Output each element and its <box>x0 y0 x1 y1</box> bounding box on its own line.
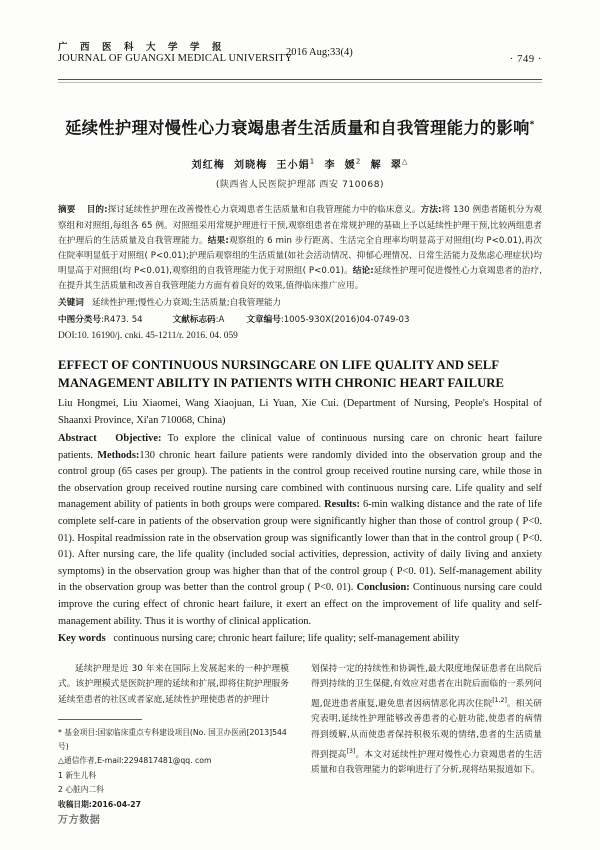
masthead <box>58 0 542 84</box>
masthead-rule-secondary <box>58 82 542 83</box>
reference-marker-1: [1,2] <box>492 696 507 704</box>
keywords-cn-label: 关键词 <box>58 297 84 308</box>
doi-line: DOI:10. 16190/j. cnki. 45-1211/r. 2016. 04. 059 <box>58 331 238 342</box>
intro-right-part-1: 划保持一定的持续性和协调性,最大限度地保证患者在出院后得到持续的卫生保健,有效应对患者在出院后面临的一系列问题,促进患者康复,避免患者因病情恶化再次住院 <box>311 663 542 709</box>
intro-right-part-2: 。相关研究表明,延续性护理能够改善患者的心脏功能,使患者的病情得到缓解,从而使患者保持积极乐观的情绪,患者的生活质量得到提高 <box>311 698 542 760</box>
affiliation-cn: (陕西省人民医院护理部 西安 710068) <box>215 180 385 191</box>
abstract-cn-objective-label: 目的: <box>86 205 108 216</box>
doc-code-label: 文献标志码 <box>172 314 216 325</box>
keywords-en-text: continuous nursing care; chronic heart failure; life quality; self-management ability <box>113 633 460 645</box>
journal-name-cn: 广 西 医 科 大 学 学 报 <box>58 42 227 53</box>
article-meta-cn <box>58 313 542 328</box>
abstract-cn-results-text: 观察组的 6 min 步行距离、生活完全自理率均明显高于对照组(均 P<0.01),再次住院率明显低于对照组( P<0.01);护理后观察组的生活质量(如社会活动情况、抑郁心理情况、日常生活能力及焦虑心理症状)均明显高于对照组(均 P<0.01),观察组的自我管理能力优于对照组( P<0.01)。 <box>58 235 542 277</box>
journal-name-block <box>58 42 293 65</box>
authors-cn <box>58 156 542 171</box>
clc-label: 中图分类号 <box>58 314 101 325</box>
article-id-value: :1005-930X(2016)04-0749-03 <box>280 314 410 325</box>
abstract-en-methods-label: Methods: <box>97 449 140 461</box>
page-number: · 749 · <box>509 54 542 65</box>
footnote-received-text: 收稿日期:2016-04-27 <box>58 799 141 809</box>
footnote-separator <box>58 719 142 720</box>
keywords-en <box>58 631 542 648</box>
page-title-en: EFFECT OF CONTINUOUS NURSINGCARE ON LIFE QUALITY AND SELF MANAGEMENT ABILITY IN PATIENTS WITH CHRONIC HEART FAILURE <box>58 358 504 390</box>
abstract-en-conclusion-text: Continuous nursing care could improve the curing effect of chronic heart failure, it exert an effect on the improvement of life quality and self-management ability. Thus it is worthy of clinical application. <box>58 582 543 627</box>
body-column-left <box>58 662 289 812</box>
page-title-cn <box>58 114 542 139</box>
abstract-cn-label: 摘要 <box>58 205 76 216</box>
authors-cn-text-3: 解 翠 <box>361 160 402 172</box>
abstract-en-conclusion-label: Conclusion: <box>356 582 410 594</box>
authors-cn-text: 刘红梅 刘晓梅 王小娟 <box>191 160 310 172</box>
footnote-fund: * 基金项目:国家临床重点专科建设项目(No. 国卫办医函[2013]544 号) <box>58 727 287 751</box>
doc-code-value: :A <box>215 314 225 325</box>
authors-cn-text-2: 李 媛 <box>315 160 356 172</box>
abstract-cn <box>58 203 542 294</box>
abstract-en-objective-text: To explore the clinical value of continuous nursing care on chronic heart failure patients. <box>58 433 542 461</box>
abstract-cn-objective-text: 探讨延续性护理在改善慢性心力衰竭患者生活质量和自我管理能力中的临床意义。 <box>107 205 421 216</box>
keywords-cn <box>58 296 542 311</box>
reference-marker-2: [3] <box>346 747 356 755</box>
keywords-en-label: Key words <box>58 633 106 645</box>
body-column-right <box>311 662 542 812</box>
masthead-rule <box>58 79 542 80</box>
title-cn-text: 延续性护理对慢性心力衰竭患者生活质量和自我管理能力的影响 <box>65 118 530 138</box>
abstract-en-label: Abstract <box>58 433 97 445</box>
author-sup-1: 1 <box>309 158 316 167</box>
abstract-cn-conclusion-text: 延续性护理可促进慢性心力衰竭患者的治疗,在提升其生活质量和改善自我管理能力方面有着良好的效果,值得临床推广应用。 <box>58 266 543 292</box>
title-footnote-marker: * <box>529 120 535 130</box>
abstract-cn-results-label: 结果: <box>207 235 229 246</box>
abstract-en-results-label: Results: <box>324 499 360 511</box>
author-sup-2: 2 <box>355 158 362 167</box>
footnote-affil-1: 1 新生儿科 <box>58 770 97 780</box>
author-sup-3: △ <box>401 158 409 167</box>
body-columns <box>58 662 542 812</box>
abstract-en-results-text: 6-min walking distance and the rate of life complete self-care in patients of the observation group were significantly higher than those of control group ( P<0. 01). Hospital readmission rate in the observation group was significantly lower than that in the control group ( P<0. 01). After nursing care, the life quality (included social activities, depression, activity of daily living and anxiety symptoms) in the observation group was higher than that of the control group ( P<0. 01). Self-management ability in the observation group was better than the control group ( P<0. 01). <box>58 499 542 594</box>
footnote-affil-2: 2 心脏内二科 <box>58 785 104 795</box>
abstract-en-methods-text: 130 chronic heart failure patients were randomly divided into the observation group and the control group (65 cases per group). The patients in the control group received routine nursing care, while those in the observation group received routine nursing care combined with continuous nursing care. Life quality and self management ability of patients in both groups were compared. <box>58 449 542 511</box>
abstract-en <box>58 431 542 630</box>
keywords-cn-text: 延续性护理;慢性心力衰竭;生活质量;自我管理能力 <box>92 297 282 308</box>
journal-name-en: JOURNAL OF GUANGXI MEDICAL UNIVERSITY <box>58 53 293 64</box>
article-id-label: 文章编号 <box>246 314 281 325</box>
footnote-received-date <box>58 798 289 812</box>
intro-paragraph-left: 延续护理是近 30 年来在国际上发展起来的一种护理模式。该护理模式是医院护理的延续和扩展,即将住院护理服务延续至患者的社区或者家庭,延续性护理使患者的护理计 <box>58 663 289 705</box>
intro-paragraph-right <box>311 662 542 779</box>
intro-right-part-3: 。本文对延续性护理对慢性心力衰竭患者的生活质量和自我管理能力的影响进行了分析,现将结果报道如下。 <box>311 749 543 776</box>
abstract-cn-methods-text: 将 130 例患者随机分为观察组和对照组,每组各 65 例。对照组采用常规护理进行干预,观察组患者在常规护理的基础上予以延续性护理干预,比较两组患者在护理后的生活质量及自我管理能力。 <box>58 205 542 246</box>
abstract-cn-conclusion-label: 结论: <box>352 266 374 277</box>
abstract-en-objective-label: Objective: <box>115 433 162 445</box>
authors-en: Liu Hongmei, Liu Xiaomei, Wang Xiaojuan, Li Yuan, Xie Cui. (Department of Nursing, People's Hospital of Shaanxi Province, Xi'an 710068, China) <box>58 398 542 426</box>
issue-info: 2016 Aug;33(4) <box>286 47 353 58</box>
footnote-corresponding: △通信作者,E-mail:2294817481@qq. com <box>58 756 212 766</box>
abstract-cn-methods-label: 方法: <box>420 205 442 216</box>
footnote-block <box>58 726 289 812</box>
clc-value: :R473. 54 <box>100 314 143 325</box>
watermark-wanfang: 万方数据 <box>58 815 101 826</box>
